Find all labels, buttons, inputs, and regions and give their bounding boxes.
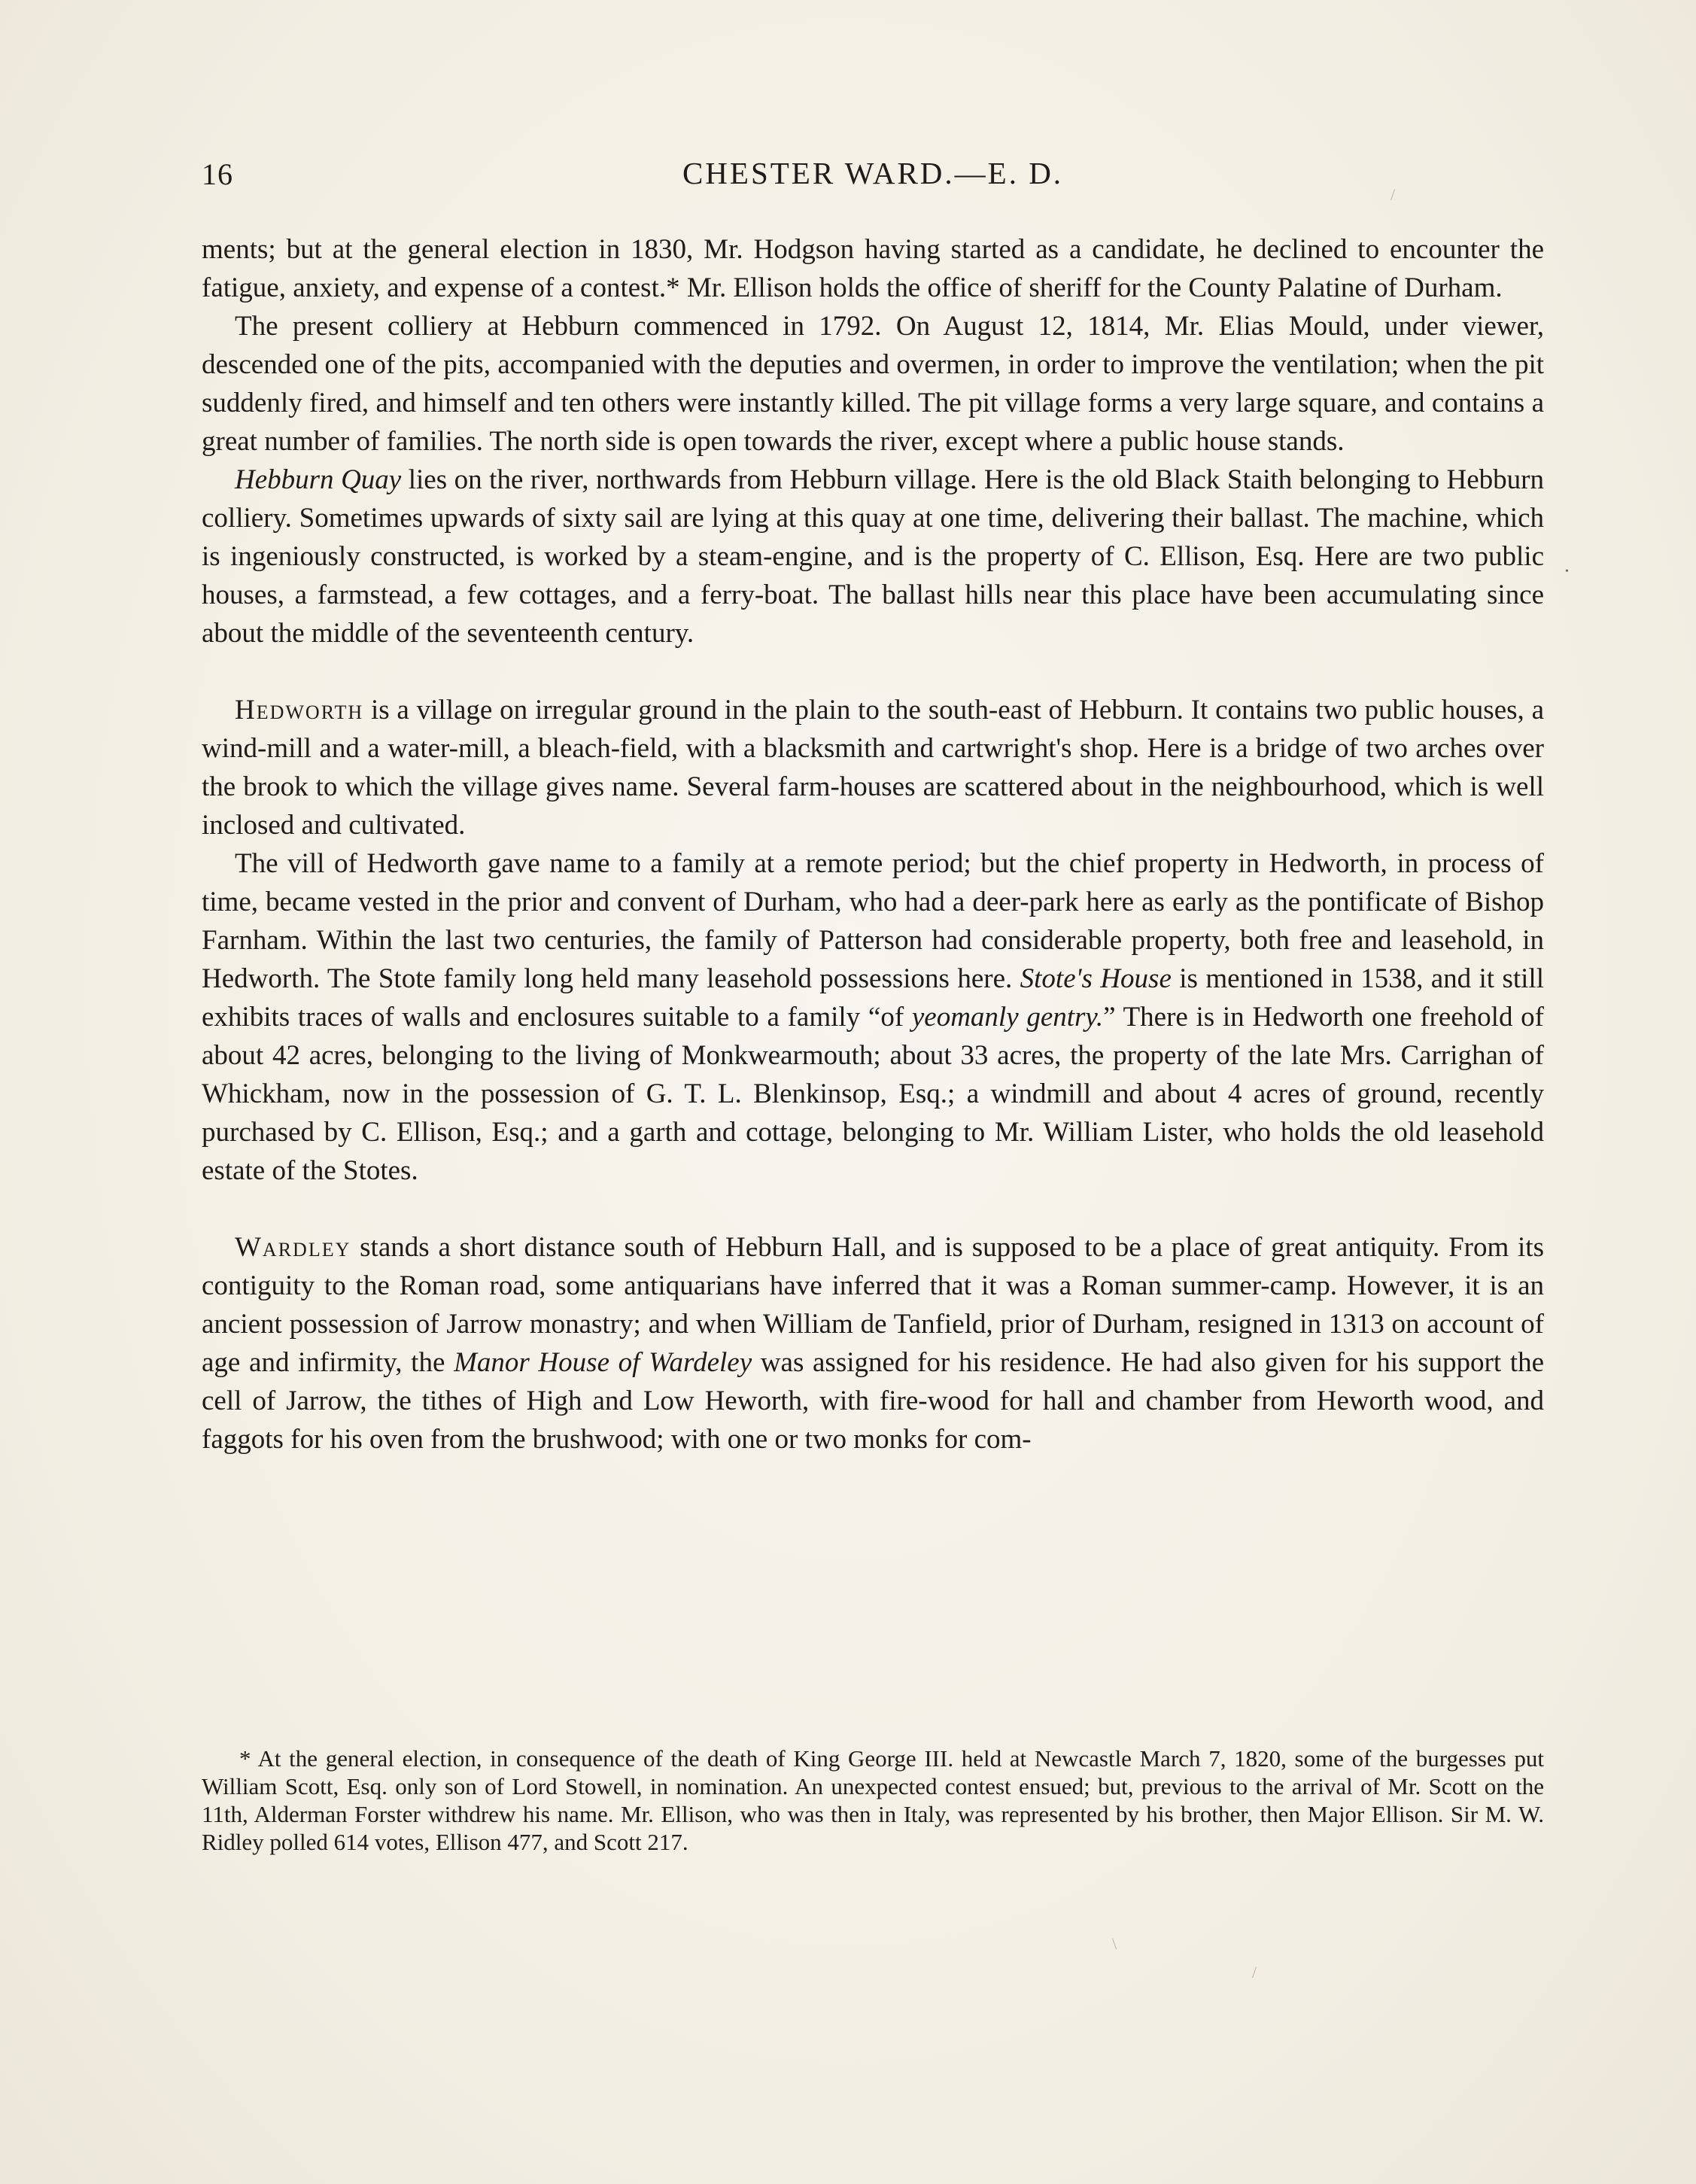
footnote-text: * At the general election, in consequence of the death of King George III. held at Newcastle March 7, 1820, some of the burgesses put William Scott, Esq. only son of Lord Stowell, in nomination. An unexpected contest ensued; but, previous to the arrival of Mr. Scott on the 11th, Alderman Forster withdrew his name. Mr. Ellison, who was then in Italy, was represented by his brother, then Major Ellison. Sir M. W. Ridley polled 614 votes, Ellison 477, and Scott 217. xyxy=(202,1745,1544,1855)
section-heading-wardley: Wardley xyxy=(235,1232,351,1263)
paragraph-hedworth xyxy=(202,691,1544,844)
stray-mark: / xyxy=(1391,185,1396,204)
paragraph-hebburn-quay-text: lies on the river, northwards from Hebburn village. Here is the old Black Staith belonging to Hebburn colliery. Sometimes upwards of sixty sail are lying at this quay at one time, delivering their ballast. The machine, which is ingeniously constructed, is worked by a steam-engine, and is the property of C. Ellison, Esq. Here are two public houses, a farmstead, a few cottages, and a ferry-boat. The ballast hills near this place have been accumulating since about the middle of the seventeenth century. xyxy=(202,464,1544,649)
stray-mark: / xyxy=(1252,1963,1257,1982)
section-heading-hedworth: Hedworth xyxy=(235,695,364,725)
paragraph-hedworth-text: is a village on irregular ground in the plain to the south-east of Hebburn. It contains two public houses, a wind-mill and a water-mill, a bleach-field, with a blacksmith and cartwright's shop. Here is a bridge of two arches over the brook to which the village gives name. Several farm-houses are scattered about in the neighbourhood, which is well inclosed and cultivated. xyxy=(202,695,1544,841)
place-name-manor-house: Manor House of Wardeley xyxy=(454,1347,752,1378)
footnote xyxy=(202,1744,1544,1856)
section-gap xyxy=(202,652,1544,691)
paragraph-colliery: The present colliery at Hebburn commenced in 1792. On August 12, 1814, Mr. Elias Mould, under viewer, descended one of the pits, accompanied with the deputies and overmen, in order to improve the ventilation; when the pit suddenly fired, and himself and ten others were instantly killed. The pit village forms a very large square, and contains a great number of families. The north side is open towards the river, except where a public house stands. xyxy=(202,311,1544,457)
paragraph-hedworth-vill-a: The vill of Hedworth gave name to a family at a remote period; but the chief property in Hedworth, in process of time, became vested in the prior and convent of Durham, who had a deer-park here as early as the pontificate of Bishop Farnham. Within the last two centuries, the family of Patterson had considerable property, both free and leasehold, in Hedworth. The Stote family long held many leasehold possessions here. xyxy=(202,848,1544,994)
paragraph-wardley-b: was assigned for his residence. He had also given for his support the cell of Jarrow, the tithes of High and Low Heworth, with fire-wood for hall and chamber from Heworth wood, and faggots for his oven from the brushwood; with one or two monks for com- xyxy=(202,1347,1544,1455)
paragraph-wardley xyxy=(202,1228,1544,1459)
place-name-stotes-house: Stote's House xyxy=(1020,963,1172,994)
stray-mark: \ xyxy=(1112,1934,1117,1953)
paragraph-hedworth-vill-c: ” There is in Hedworth one freehold of about 42 acres, belonging to the living of Monkwearmouth; about 33 acres, the property of the late Mrs. Carrighan of Whickham, now in the possession of G. T. L. Blenkinsop, Esq.; a windmill and about 4 acres of ground, recently purchased by C. Ellison, Esq.; and a garth and cottage, belonging to Mr. William Lister, who holds the old leasehold estate of the Stotes. xyxy=(202,1002,1544,1186)
stray-mark: • xyxy=(1565,566,1569,577)
section-gap xyxy=(202,1190,1544,1228)
paragraph-hebburn-quay xyxy=(202,461,1544,652)
paragraph-hedworth-vill-b: is mentioned in 1538, and it still exhibits traces of walls and enclosures suitable to a family “of xyxy=(202,963,1544,1033)
page-number: 16 xyxy=(202,157,233,191)
quote-yeomanly-gentry: yeomanly gentry. xyxy=(911,1002,1104,1033)
place-name-hebburn-quay: Hebburn Quay xyxy=(235,464,402,495)
paragraph-hedworth-vill xyxy=(202,844,1544,1190)
body-text xyxy=(202,230,1544,1459)
running-head: CHESTER WARD.—E. D. xyxy=(682,156,1064,190)
page-header xyxy=(202,151,1544,203)
paragraph-wardley-a: stands a short distance south of Hebburn Hall, and is supposed to be a place of great antiquity. From its contiguity to the Roman road, some antiquarians have inferred that it was a Roman summer-camp. However, it is an ancient possession of Jarrow monastry; and when William de Tanfield, prior of Durham, resigned in 1313 on account of age and infirmity, the xyxy=(202,1232,1544,1378)
paragraph-continuation: ments; but at the general election in 1830, Mr. Hodgson having started as a candidate, he declined to encounter the fatigue, anxiety, and expense of a contest.* Mr. Ellison holds the office of sheriff for the County Palatine of Durham. xyxy=(202,234,1544,303)
